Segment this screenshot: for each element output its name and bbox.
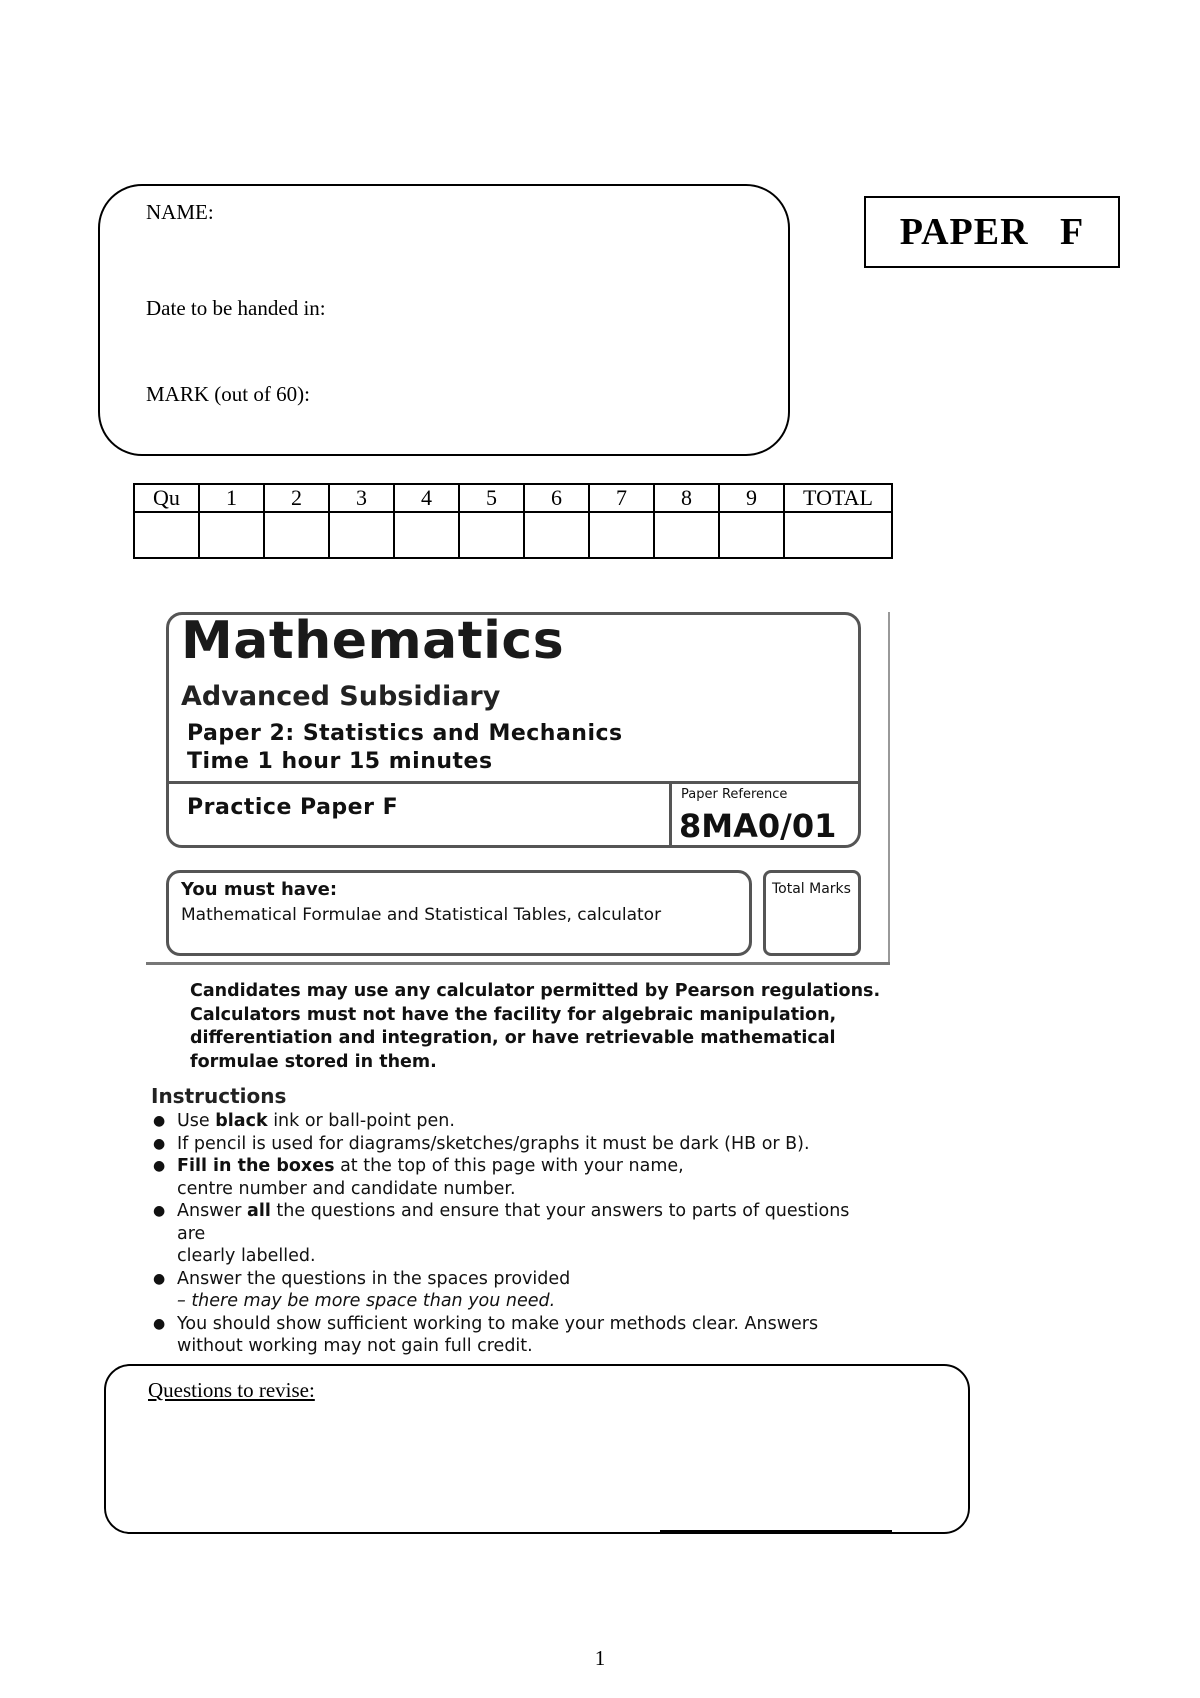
instruction-continuation: clearly labelled. bbox=[177, 1246, 316, 1266]
grid-entry-cell[interactable] bbox=[134, 512, 199, 558]
grid-header-cell: 2 bbox=[264, 484, 329, 512]
time-allowed: Time 1 hour 15 minutes bbox=[187, 749, 493, 774]
calculator-notice-line: differentiation and integration, or have retrievable mathematical bbox=[190, 1028, 836, 1048]
paper-label: PAPER F bbox=[899, 211, 1085, 253]
grid-entry-cell[interactable] bbox=[654, 512, 719, 558]
instruction-item: ● If pencil is used for diagrams/sketches/graphs it must be dark (HB or B). bbox=[151, 1133, 871, 1156]
grid-entry-cell[interactable] bbox=[264, 512, 329, 558]
paper-reference-label: Paper Reference bbox=[681, 787, 788, 802]
must-have-text: Mathematical Formulae and Statistical Tables, calculator bbox=[181, 905, 662, 925]
grid-header-cell: 4 bbox=[394, 484, 459, 512]
mark-label: MARK (out of 60): bbox=[146, 382, 310, 406]
cover-divider bbox=[169, 781, 858, 784]
level-subtitle: Advanced Subsidiary bbox=[181, 681, 501, 712]
grid-header-cell: TOTAL bbox=[784, 484, 892, 512]
cover-divider bbox=[669, 781, 672, 845]
paper-title: Paper 2: Statistics and Mechanics bbox=[187, 721, 623, 746]
marks-grid-header-row bbox=[134, 484, 892, 512]
practice-paper-label: Practice Paper F bbox=[187, 795, 399, 820]
grid-header-cell: 8 bbox=[654, 484, 719, 512]
instruction-item: ● Use black ink or ball-point pen. bbox=[151, 1110, 871, 1133]
name-label: NAME: bbox=[146, 200, 214, 224]
grid-entry-cell[interactable] bbox=[459, 512, 524, 558]
instruction-item: ● Fill in the boxes at the top of this page with your name, bbox=[151, 1155, 871, 1178]
grid-entry-cell[interactable] bbox=[329, 512, 394, 558]
instructions-list bbox=[151, 1110, 871, 1358]
instruction-item: ● You should show sufficient working to make your methods clear. Answers bbox=[151, 1313, 871, 1336]
grid-header-cell: 9 bbox=[719, 484, 784, 512]
grid-entry-cell[interactable] bbox=[589, 512, 654, 558]
instruction-item: ● Answer the questions in the spaces provided bbox=[151, 1268, 871, 1291]
calculator-notice-line: Candidates may use any calculator permitted by Pearson regulations. bbox=[190, 981, 881, 1001]
instructions-heading: Instructions bbox=[151, 1084, 287, 1108]
subject-title: Mathematics bbox=[181, 611, 565, 671]
cover-title-panel bbox=[166, 612, 861, 848]
calculator-notice-line: Calculators must not have the facility for algebraic manipulation, bbox=[190, 1004, 837, 1025]
date-label: Date to be handed in: bbox=[146, 296, 326, 320]
paper-label-box bbox=[864, 196, 1120, 268]
instruction-item: ● Answer all the questions and ensure that your answers to parts of questions are bbox=[151, 1200, 871, 1245]
grid-header-cell: 7 bbox=[589, 484, 654, 512]
paper-reference: 8MA0/01 bbox=[679, 807, 837, 845]
must-have-heading: You must have: bbox=[181, 879, 338, 900]
calculator-notice bbox=[190, 980, 890, 1074]
must-have-box bbox=[166, 870, 752, 956]
grid-entry-cell[interactable] bbox=[199, 512, 264, 558]
grid-header-cell: 1 bbox=[199, 484, 264, 512]
questions-to-revise-box[interactable] bbox=[104, 1364, 970, 1534]
exam-cover bbox=[146, 612, 890, 968]
grid-header-cell: 5 bbox=[459, 484, 524, 512]
grid-entry-cell[interactable] bbox=[394, 512, 459, 558]
revise-underline-rule bbox=[660, 1530, 892, 1533]
total-marks-box bbox=[763, 870, 861, 956]
grid-header-cell: 3 bbox=[329, 484, 394, 512]
grid-entry-cell[interactable] bbox=[784, 512, 892, 558]
page-number: 1 bbox=[594, 1646, 606, 1670]
grid-header-cell: Qu bbox=[134, 484, 199, 512]
cover-bottom-rule bbox=[146, 962, 890, 965]
marks-grid bbox=[133, 483, 893, 559]
calculator-notice-line: formulae stored in them. bbox=[190, 1051, 437, 1072]
instruction-continuation: – there may be more space than you need. bbox=[177, 1291, 556, 1311]
instruction-continuation: centre number and candidate number. bbox=[177, 1178, 516, 1199]
total-marks-label: Total Marks bbox=[772, 881, 851, 897]
grid-entry-cell[interactable] bbox=[524, 512, 589, 558]
grid-header-cell: 6 bbox=[524, 484, 589, 512]
student-details-box bbox=[98, 184, 790, 456]
marks-grid-entry-row bbox=[134, 512, 892, 558]
questions-to-revise-label: Questions to revise: bbox=[148, 1378, 315, 1402]
instruction-continuation: without working may not gain full credit. bbox=[177, 1336, 533, 1356]
grid-entry-cell[interactable] bbox=[719, 512, 784, 558]
cover-edge-rule bbox=[888, 612, 890, 964]
